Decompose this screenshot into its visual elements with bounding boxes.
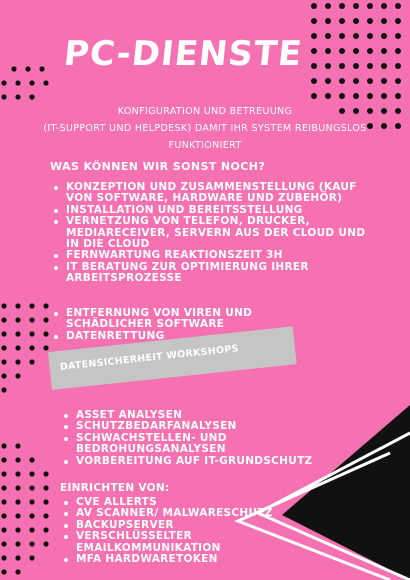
services-heading: WAS KÖNNEN WIR SONST NOCH? (50, 160, 266, 173)
list-item: FERNWARTUNG REAKTIONSZEIT 3H (52, 250, 372, 261)
setup-list (62, 497, 322, 565)
dot-pattern-bottom-left (0, 440, 60, 580)
subtitle-line: FUNKTIONIERT (168, 140, 242, 151)
list-item: CVE ALLERTS (62, 497, 322, 508)
list-item: ENTFERNUNG VON VIREN UND SCHÄDLICHER SOFTWARE (52, 308, 332, 331)
list-item: VERNETZUNG VON TELEFON, DRUCKER, MEDIARECEIVER, SERVERN AUS DER CLOUD UND IN DIE CLOUD (52, 216, 372, 250)
subtitle-line: KONFIGURATION UND BETREUUNG (117, 106, 293, 117)
services-list (52, 182, 372, 285)
list-item: MFA HARDWARETOKEN (62, 554, 322, 565)
list-item: ASSET ANALYSEN (62, 410, 322, 421)
setup-label: EINRICHTEN VON: (60, 482, 170, 494)
list-item: SCHUTZBEDARFANALYSEN (62, 421, 322, 432)
workshops-banner-text: DATENSICHERHEIT WORKSHOPS (59, 343, 240, 373)
page-title: PC-DIENSTE (61, 34, 305, 74)
list-item: INSTALLATION UND BEREITSSTELLUNG (52, 205, 372, 216)
subtitle (40, 103, 370, 154)
list-item: VORBEREITUNG AUF IT-GRUNDSCHUTZ (62, 456, 322, 467)
list-item: DATENRETTUNG (52, 331, 332, 342)
dot-pattern-left-top (0, 62, 60, 102)
list-item: SCHWACHSTELLEN- UND BEDROHUNGSANALYSEN (62, 433, 322, 456)
list-item: BACKUPSERVER (62, 520, 322, 531)
workshops-list (62, 410, 322, 467)
subtitle-line: (IT-SUPPORT UND HELPDESK) DAMIT IHR SYSTEM REIBUNGSLOS (43, 123, 367, 134)
list-item: VERSCHLÜSSELTER EMAILKOMMUNIKATION (62, 531, 322, 554)
list-item: AV SCANNER/ MALWARESCHUTZ (62, 508, 322, 519)
list-item: IT BERATUNG ZUR OPTIMIERUNG IHRER ARBEITSPROZESSE (52, 262, 372, 285)
dot-pattern-left-middle (0, 300, 50, 400)
list-item: KONZEPTION UND ZUSAMMENSTELLUNG (KAUF VON SOFTWARE, HARDWARE UND ZUBEHÖR) (52, 182, 372, 205)
